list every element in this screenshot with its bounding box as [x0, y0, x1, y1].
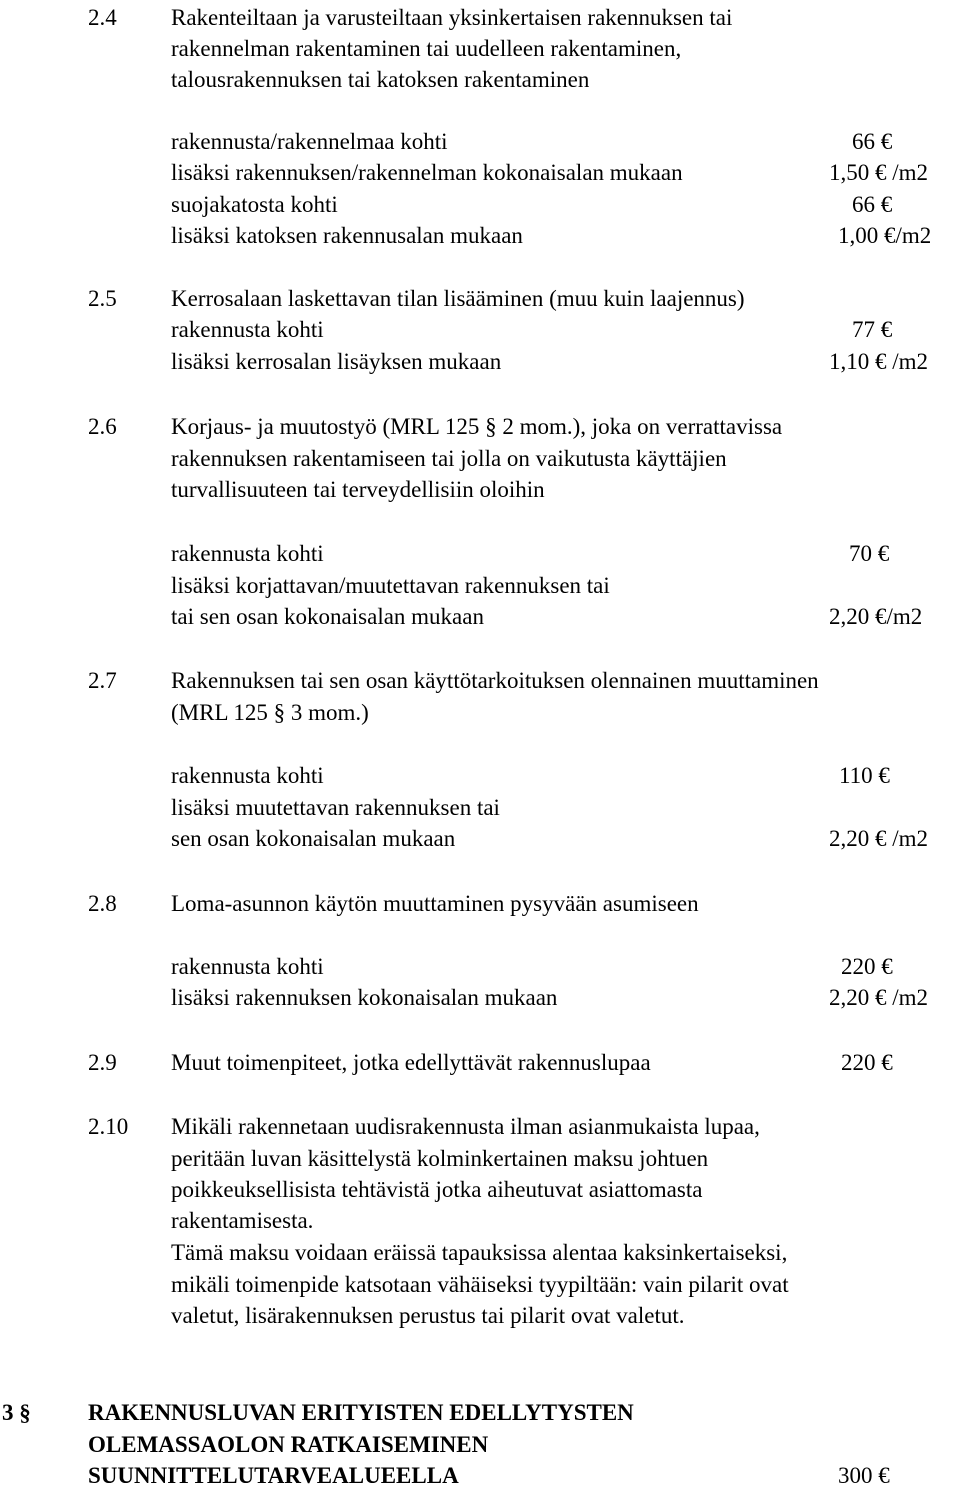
paragraph-line: rakentamisesta. [171, 1208, 314, 1233]
section-title: talousrakennuksen tai katoksen rakentaminen [171, 67, 590, 92]
fee-label: rakennusta/rakennelmaa kohti [171, 129, 448, 154]
fee-price: 1,10 € /m2 [829, 349, 929, 374]
fee-price: 77 € [852, 317, 893, 342]
fee-label: lisäksi muutettavan rakennuksen tai [171, 795, 500, 820]
section-title: (MRL 125 § 3 mom.) [171, 700, 369, 725]
fee-price: 66 € [852, 192, 893, 217]
fee-price: 2,20 € /m2 [829, 826, 929, 851]
fee-price: 2,20 € /m2 [829, 985, 929, 1010]
paragraph-line: poikkeuksellisista tehtävistä jotka aiheutuvat asiattomasta [171, 1177, 703, 1202]
fee-label: rakennusta kohti [171, 317, 324, 342]
paragraph-line: mikäli toimenpide katsotaan vähäiseksi tyypiltään: vain pilarit ovat [171, 1272, 789, 1297]
fee-label: lisäksi rakennuksen kokonaisalan mukaan [171, 985, 558, 1010]
section-number: 2.9 [88, 1050, 117, 1075]
paragraph-line: Tämä maksu voidaan eräissä tapauksissa alentaa kaksinkertaiseksi, [171, 1240, 788, 1265]
paragraph-line: peritään luvan käsittelystä kolminkertainen maksu johtuen [171, 1146, 709, 1171]
paragraph-line: Mikäli rakennetaan uudisrakennusta ilman asianmukaista lupaa, [171, 1114, 760, 1139]
fee-price: 300 € [838, 1463, 890, 1488]
section-number: 2.6 [88, 414, 117, 439]
section-title: Kerrosalaan laskettavan tilan lisääminen (muu kuin laajennus) [171, 286, 745, 311]
section-number: 2.7 [88, 668, 117, 693]
fee-label: rakennusta kohti [171, 763, 324, 788]
section-title: Rakennuksen tai sen osan käyttötarkoituksen olennainen muuttaminen [171, 668, 819, 693]
section-title: Rakenteiltaan ja varusteiltaan yksinkertaisen rakennuksen tai [171, 5, 733, 30]
paragraph-line: valetut, lisärakennuksen perustus tai pilarit ovat valetut. [171, 1303, 685, 1328]
fee-price: 220 € [841, 954, 893, 979]
section-number: 2.8 [88, 891, 117, 916]
section-heading: RAKENNUSLUVAN ERITYISTEN EDELLYTYSTEN [88, 1400, 634, 1425]
fee-label: rakennusta kohti [171, 541, 324, 566]
fee-price: 70 € [849, 541, 890, 566]
section-heading: OLEMASSAOLON RATKAISEMINEN [88, 1432, 489, 1457]
fee-price: 1,50 € /m2 [829, 160, 929, 185]
section-number: 2.5 [88, 286, 117, 311]
fee-label: tai sen osan kokonaisalan mukaan [171, 604, 484, 629]
fee-price: 110 € [839, 763, 890, 788]
fee-label: lisäksi korjattavan/muutettavan rakennuksen tai [171, 573, 610, 598]
fee-label: lisäksi kerrosalan lisäyksen mukaan [171, 349, 502, 374]
section-number: 2.10 [88, 1114, 129, 1139]
fee-price: 220 € [841, 1050, 893, 1075]
fee-price: 2,20 €/m2 [829, 604, 923, 629]
fee-label: lisäksi katoksen rakennusalan mukaan [171, 223, 523, 248]
fee-price: 1,00 €/m2 [838, 223, 932, 248]
section-title: Muut toimenpiteet, jotka edellyttävät rakennuslupaa [171, 1050, 651, 1075]
section-title: turvallisuuteen tai terveydellisiin oloihin [171, 477, 545, 502]
section-title: rakennuksen rakentamiseen tai jolla on vaikutusta käyttäjien [171, 446, 727, 471]
section-title: Loma-asunnon käytön muuttaminen pysyvään asumiseen [171, 891, 699, 916]
section-title: Korjaus- ja muutostyö (MRL 125 § 2 mom.), joka on verrattavissa [171, 414, 783, 439]
fee-price: 66 € [852, 129, 893, 154]
section-number: 2.4 [88, 5, 117, 30]
fee-label: lisäksi rakennuksen/rakennelman kokonaisalan mukaan [171, 160, 683, 185]
section-title: rakennelman rakentaminen tai uudelleen rakentaminen, [171, 36, 682, 61]
section-heading: SUUNNITTELUTARVEALUEELLA [88, 1463, 459, 1488]
fee-label: sen osan kokonaisalan mukaan [171, 826, 456, 851]
section-number: 3 § [2, 1400, 31, 1425]
fee-label: rakennusta kohti [171, 954, 324, 979]
fee-label: suojakatosta kohti [171, 192, 338, 217]
